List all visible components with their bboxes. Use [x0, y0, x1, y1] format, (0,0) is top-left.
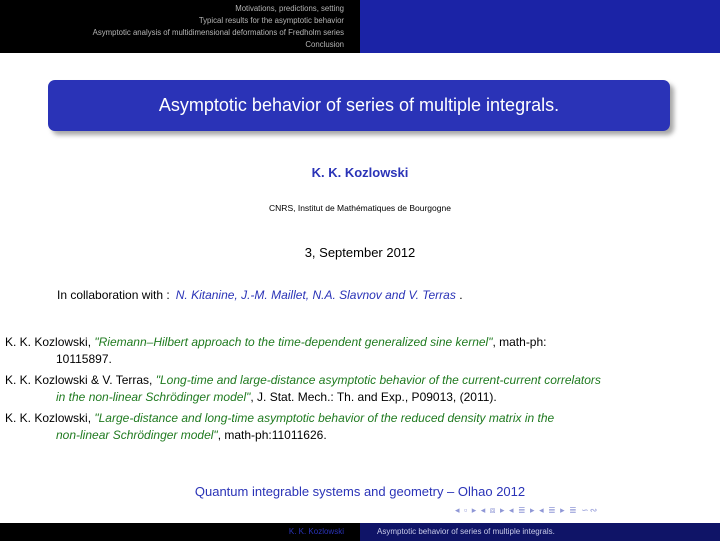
beamer-navigation-icons[interactable]: ◂ ▫ ▸ ◂ ⧈ ▸ ◂ ≣ ▸ ◂ ≣ ▸ ≣ ∽∾: [455, 505, 599, 515]
reference-details-continued: , math-ph:11011626.: [217, 428, 327, 442]
reference-item: [5, 372, 717, 406]
header-blue-panel: [360, 0, 720, 53]
collaboration-end: .: [459, 288, 463, 302]
reference-authors: K. K. Kozlowski,: [5, 335, 92, 349]
section-link[interactable]: Motivations, predictions, setting: [235, 4, 344, 13]
slide-title: Asymptotic behavior of series of multiple integrals.: [48, 80, 670, 131]
conference-name: Quantum integrable systems and geometry – Olhao 2012: [194, 484, 526, 499]
section-link[interactable]: Asymptotic analysis of multidimensional deformations of Fredholm series: [92, 28, 344, 37]
reference-details-continued: 10115897.: [56, 352, 112, 366]
talk-date: 3, September 2012: [304, 245, 416, 260]
reference-authors: K. K. Kozlowski,: [5, 411, 92, 425]
reference-details: , math-ph:: [492, 335, 547, 349]
reference-details-continued: , J. Stat. Mech.: Th. and Exp., P09013, (2011).: [250, 390, 497, 404]
reference-item: [5, 334, 717, 368]
author-name: K. K. Kozlowski: [311, 165, 409, 180]
reference-title: "Riemann–Hilbert approach to the time-dependent generalized sine kernel": [94, 335, 493, 349]
reference-title-continued: non-linear Schrödinger model": [56, 428, 218, 442]
reference-title: "Long-time and large-distance asymptotic behavior of the current-current correlators: [155, 373, 601, 387]
collaboration-line: [57, 288, 463, 302]
collaboration-label: In collaboration with :: [57, 288, 170, 302]
reference-authors: K. K. Kozlowski & V. Terras,: [5, 373, 153, 387]
reference-title: "Large-distance and long-time asymptotic behavior of the reduced density matrix in the: [94, 411, 555, 425]
institution: CNRS, Institut de Mathématiques de Bourgogne: [269, 203, 451, 213]
reference-title-continued: in the non-linear Schrödinger model": [56, 390, 251, 404]
reference-item: [5, 410, 717, 444]
section-link[interactable]: Conclusion: [305, 40, 344, 49]
collaborator-names: N. Kitanine, J.-M. Maillet, N.A. Slavnov and V. Terras: [175, 288, 456, 302]
footer-bar: [0, 523, 720, 541]
section-navigation: [0, 0, 360, 53]
header-bar: [0, 0, 720, 53]
footer-author: K. K. Kozlowski: [0, 523, 360, 541]
section-link[interactable]: Typical results for the asymptotic behavior: [198, 16, 344, 25]
references-list: [5, 334, 717, 448]
footer-title: Asymptotic behavior of series of multiple integrals.: [360, 523, 720, 541]
